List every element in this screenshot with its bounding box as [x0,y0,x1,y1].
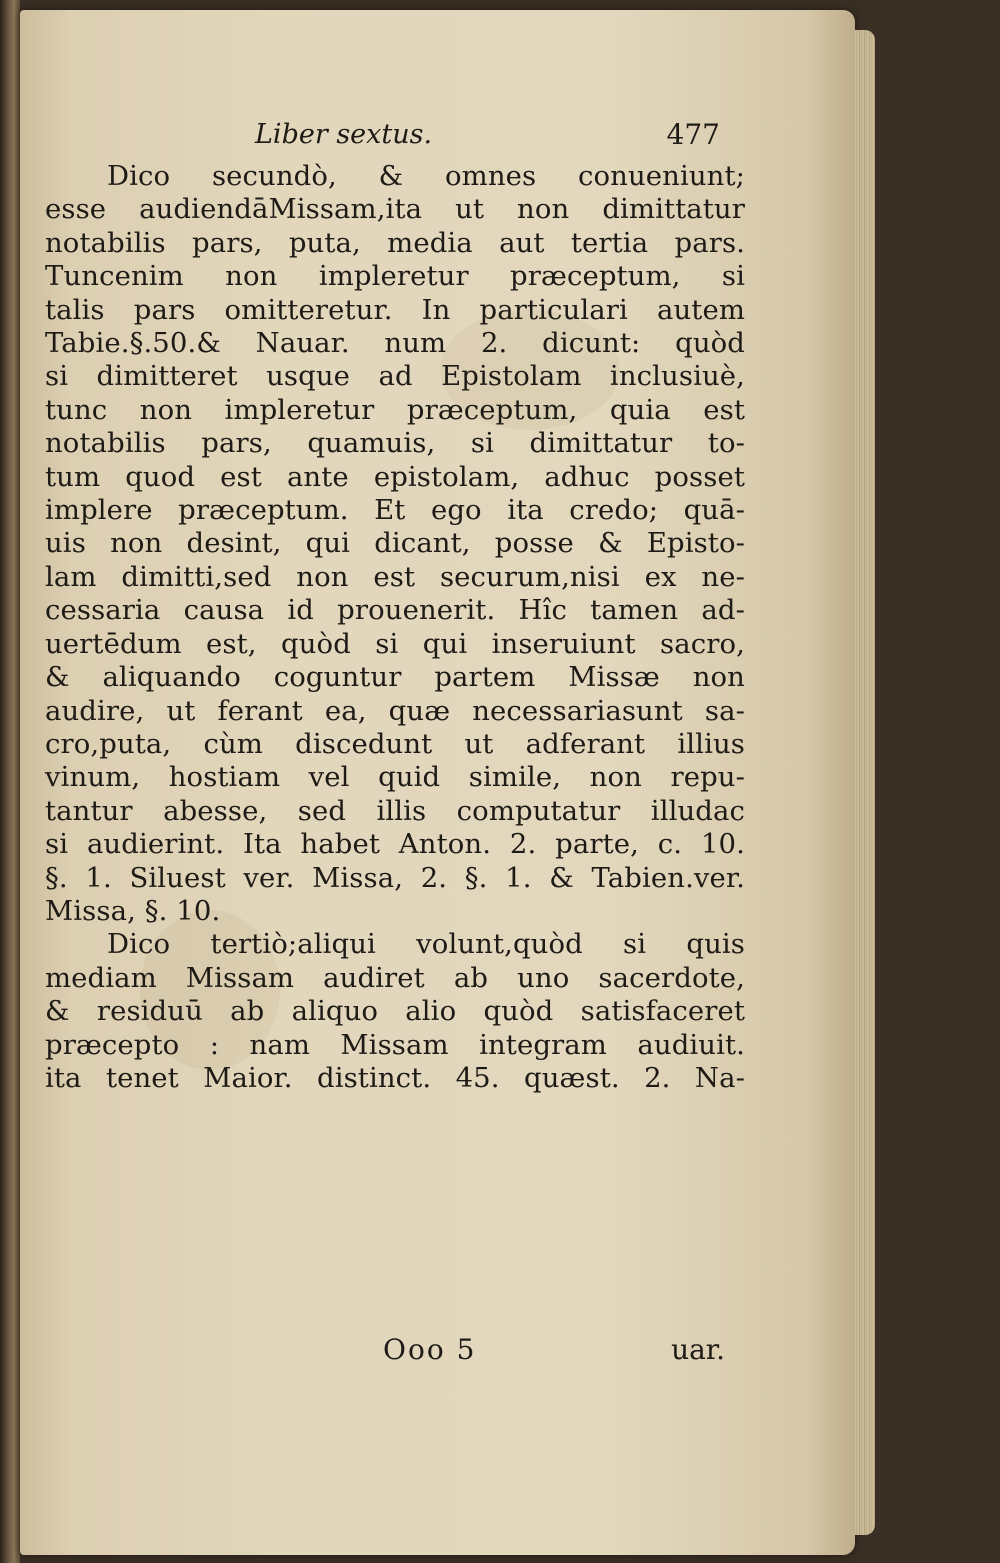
text-line: cessaria causa id prouenerit. Hîc tamen ad- [45,594,745,627]
text-line: uertēdum est, quòd si qui inseruiunt sacro, [45,627,745,660]
text-line: si dimitteret usque ad Epistolam inclusiuè, [45,360,745,393]
signature-mark: Ooo 5 [383,1333,477,1366]
catchword: uar. [671,1333,725,1366]
text-line: audire, ut ferant ea, quæ necessariasunt sa- [45,694,745,727]
text-line: præcepto : nam Missam integram audiuit. [45,1028,745,1061]
text-line: tum quod est ante epistolam, adhuc posset [45,460,745,493]
page-fore-edge [855,30,875,1535]
text-line: & aliquando coguntur partem Missæ non [45,661,745,694]
text-line: tunc non impleretur præceptum, quia est [45,393,745,426]
text-line: talis pars omitteretur. In particulari autem [45,293,745,326]
text-line: Tabie.§.50.& Nauar. num 2. dicunt: quòd [45,327,745,360]
left-page-edge [0,0,20,1563]
text-line: cro,puta, cùm discedunt ut adferant illius [45,727,745,760]
running-title: Liber sextus. [255,119,433,150]
text-line: Tuncenim non impleretur præceptum, si [45,260,745,293]
page-header [40,115,720,155]
text-line: uis non desint, qui dicant, posse & Episto- [45,527,745,560]
text-line: si audierint. Ita habet Anton. 2. parte, c. 10. [45,828,745,861]
text-line: notabilis pars, quamuis, si dimittatur to- [45,427,745,460]
body-text [45,160,745,1095]
text-line: lam dimitti,sed non est securum,nisi ex ne- [45,560,745,593]
text-line: mediam Missam audiret ab uno sacerdote, [45,961,745,994]
text-line: esse audiendāMissam,ita ut non dimittatur [45,193,745,226]
text-line: & residuū ab aliquo alio quòd satisfaceret [45,995,745,1028]
page-number: 477 [666,118,720,151]
text-line: Dico secundò, & omnes conueniunt; [107,160,745,192]
text-line: notabilis pars, puta, media aut tertia pars. [45,226,745,259]
text-line: Dico tertiò;aliqui volunt,quòd si quis [107,928,745,961]
text-line: vinum, hostiam vel quid simile, non repu- [45,761,745,794]
text-line: tantur abesse, sed illis computatur illudac [45,794,745,827]
text-line: implere præceptum. Et ego ita credo; quā- [45,494,745,527]
text-line: ita tenet Maior. distinct. 45. quæst. 2. Na- [45,1061,745,1094]
text-line: Missa, §. 10. [45,894,221,927]
page-footer [45,1332,725,1368]
text-line: §. 1. Siluest ver. Missa, 2. §. 1. & Tabien.ver. [45,861,745,894]
